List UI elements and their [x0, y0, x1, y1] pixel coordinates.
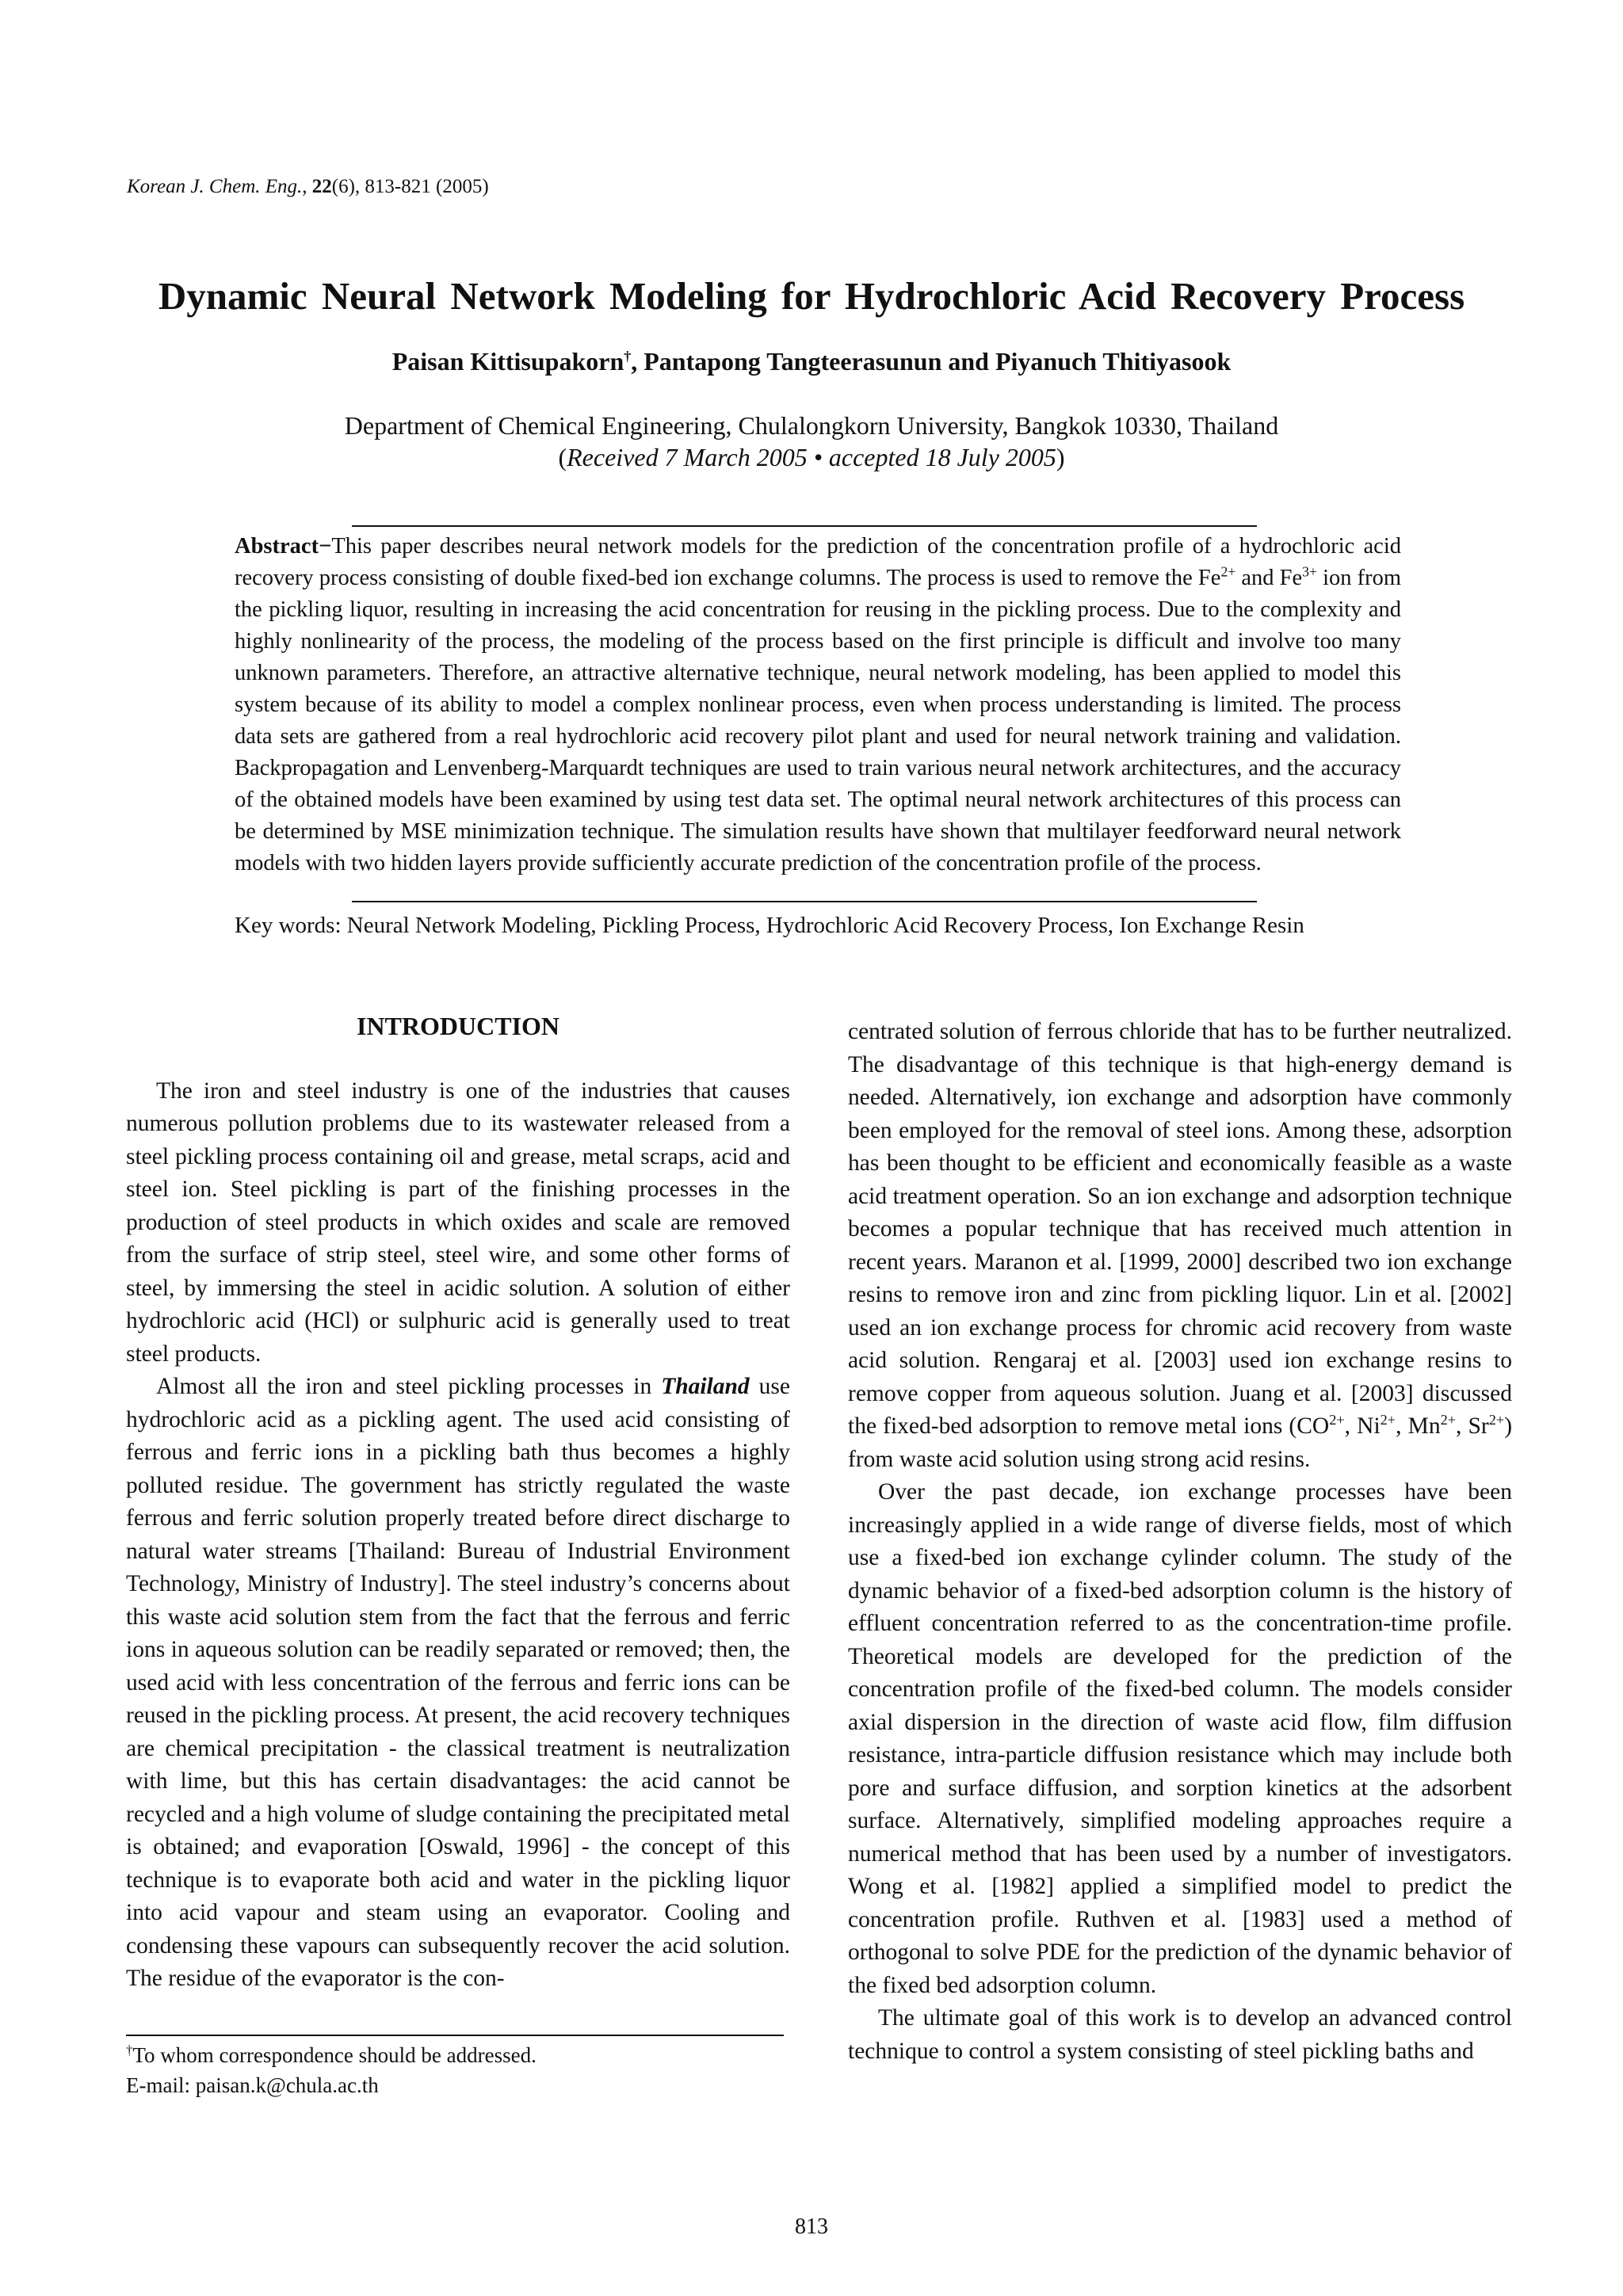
abstract-top-rule — [352, 525, 1257, 527]
affiliation: Department of Chemical Engineering, Chulalongkorn University, Bangkok 10330, Thailand — [344, 411, 1279, 440]
intro-paragraph-4: Over the past decade, ion exchange processes have been increasingly applied in a wide range of diverse fields, most of which use a fixed-bed ion exchange cylinder column. The study of the dynamic behavior of a fixed-bed adsorption column is the history of effluent concentration referred to as the concentration-time profile. Theoretical models are developed for the prediction of the concentration profile of the fixed-bed column. The models consider axial dispersion in the direction of waste acid flow, film diffusion resistance, intra-particle diffusion resistance which may include both pore and surface diffusion, and sorption kinetics at the adsorbent surface. Alternatively, simplified modeling approaches require a numerical method that has been used by a number of investigators. Wong et al. [1982] applied a simplified model to predict the concentration profile. Ruthven et al. [1983] used a method of orthogonal to solve PDE for the prediction of the dynamic behavior of the fixed bed adsorption column. — [848, 1479, 1512, 1998]
abstract — [235, 531, 1401, 879]
intro-paragraph-3: centrated solution of ferrous chloride that has to be further neutralized. The disadvantage of this technique is that high-energy demand is needed. Alternatively, ion exchange and adsorption have commonly been employed for the removal of steel ions. Among these, adsorption has been thought to be efficient and economically feasible as a waste acid treatment operation. So an ion exchange and adsorption technique becomes a popular technique that has received much attention in recent years. Maranon et al. [1999, 2000] described two ion exchange resins to remove iron and zinc from pickling liquor. Lin et al. [2002] used an ion exchange process for chromic acid recovery from waste acid solution. Rengaraj et al. [2003] used ion exchange resins to remove copper from aqueous solution. Juang et al. [2003] discussed the fixed-bed adsorption to remove metal ions ($CO^{2+}$, $Ni^{2+}$, $Mn^{2+}$, $Sr^{2+}$) from waste acid solution using strong acid resins. — [848, 1019, 1513, 1472]
page-number: 813 — [795, 2214, 828, 2239]
affiliation-block — [0, 410, 1623, 473]
fe3-charge: 3+ — [1302, 563, 1317, 580]
abstract-text-3: ion from the pickling liquor, resulting in increasing the acid concentration for reusing in the pickling process. Due to the complexity and highly nonlinearity of the process, the modeling of the process based on the first principle is difficult and involve too many unknown parameters. Therefore, an attractive alternative technique, neural network modeling, has been applied to model this system because of its ability to model a complex nonlinear process, even when process understanding is limited. The process data sets are gathered from a real hydrochloric acid recovery pilot plant and used for neural network training and validation. Backpropagation and Lenvenberg-Marquardt techniques are used to train various neural network architectures, and the accuracy of the obtained models have been examined by using test data set. The optimal neural network architectures of this process can be determined by MSE minimization technique. The simulation results have shown that multilayer feedforward neural network models with two hidden layers provide sufficiently accurate prediction of the concentration profile of the process. — [235, 566, 1402, 875]
journal-name: Korean J. Chem. Eng. — [127, 176, 303, 197]
right-column — [848, 1016, 1512, 2068]
abstract-text-2: and Fe — [1235, 566, 1303, 590]
footnote-email: E-mail: paisan.k@chula.ac.th — [126, 2073, 379, 2097]
author-list — [0, 347, 1623, 376]
abstract-bottom-rule — [352, 901, 1257, 902]
journal-volume: 22 — [311, 176, 332, 197]
received-dates: (Received 7 March 2005 • accepted 18 July 2005) — [558, 443, 1065, 471]
keywords: Key words: Neural Network Modeling, Pickling Process, Hydrochloric Acid Recovery Process, Ion Exchange Resin — [235, 913, 1304, 938]
journal-citation: Korean J. Chem. Eng., 22(6), 813-821 (2005) — [127, 176, 489, 197]
corresponding-mark: † — [624, 348, 632, 364]
emphasis-thailand: Thailand — [661, 1374, 750, 1399]
left-column — [126, 1010, 790, 1996]
intro-paragraph-2: Almost all the iron and steel pickling processes in Thailand use hydrochloric acid as a pickling agent. The used acid consisting of ferrous and ferric ions in a pickling bath thus becomes a highly polluted residue. The government has strictly regulated the waste ferrous and ferric solution properly treated before direct discharge to natural water streams [Thailand: Bureau of Industrial Environment Technology, Ministry of Industry]. The steel industry’s concerns about this waste acid solution stem from the fact that the ferrous and ferric ions in aqueous solution can be readily separated or removed; then, the used acid with less concentration of the ferrous and ferric ions can be reused in the pickling process. At present, the acid recovery techniques are chemical precipitation - the classical treatment is neutralization with lime, but this has certain disadvantages: the acid cannot be recycled and a high volume of sludge containing the precipitated metal is obtained; and evaporation [Oswald, 1996] - the concept of this technique is to evaporate both acid and water in the pickling liquor into acid vapour and steam using an evaporator. Cooling and condensing these vapours can subsequently recover the acid solution. The residue of the evaporator is the con- — [126, 1374, 790, 1991]
author-rest: , Pantapong Tangteerasunun and Piyanuch Thitiyasook — [631, 347, 1232, 376]
abstract-label: Abstract — [235, 534, 319, 559]
section-heading-introduction: INTRODUCTION — [356, 1012, 560, 1040]
footnote — [126, 2040, 537, 2100]
intro-paragraph-5: The ultimate goal of this work is to develop an advanced control technique to control a system consisting of steel pickling baths and — [848, 2005, 1512, 2064]
abstract-text-1: This paper describes neural network models for the prediction of the concentration profile of a hydrochloric acid recovery process consisting of double fixed-bed ion exchange columns. The process is used to remove the Fe — [235, 534, 1401, 590]
fe2-charge: 2+ — [1220, 563, 1236, 580]
author-first: Paisan Kittisupakorn — [391, 347, 624, 376]
abstract-dash: − — [319, 534, 332, 559]
paper-title: Dynamic Neural Network Modeling for Hydrochloric Acid Recovery Process — [158, 274, 1465, 318]
footnote-correspondence: †To whom correspondence should be addressed. — [126, 2042, 537, 2067]
journal-issue-pages: (6), 813-821 (2005) — [331, 176, 489, 197]
footnote-rule — [126, 2035, 784, 2036]
intro-paragraph-1: The iron and steel industry is one of the industries that causes numerous pollution problems due to its wastewater released from a steel pickling process containing oil and grease, metal scraps, acid and steel ion. Steel pickling is part of the finishing processes in the production of steel products in which oxides and scale are removed from the surface of strip steel, steel wire, and some other forms of steel, by immersing the steel in acidic solution. A solution of either hydrochloric acid (HCl) or sulphuric acid is generally used to treat steel products. — [126, 1077, 790, 1367]
